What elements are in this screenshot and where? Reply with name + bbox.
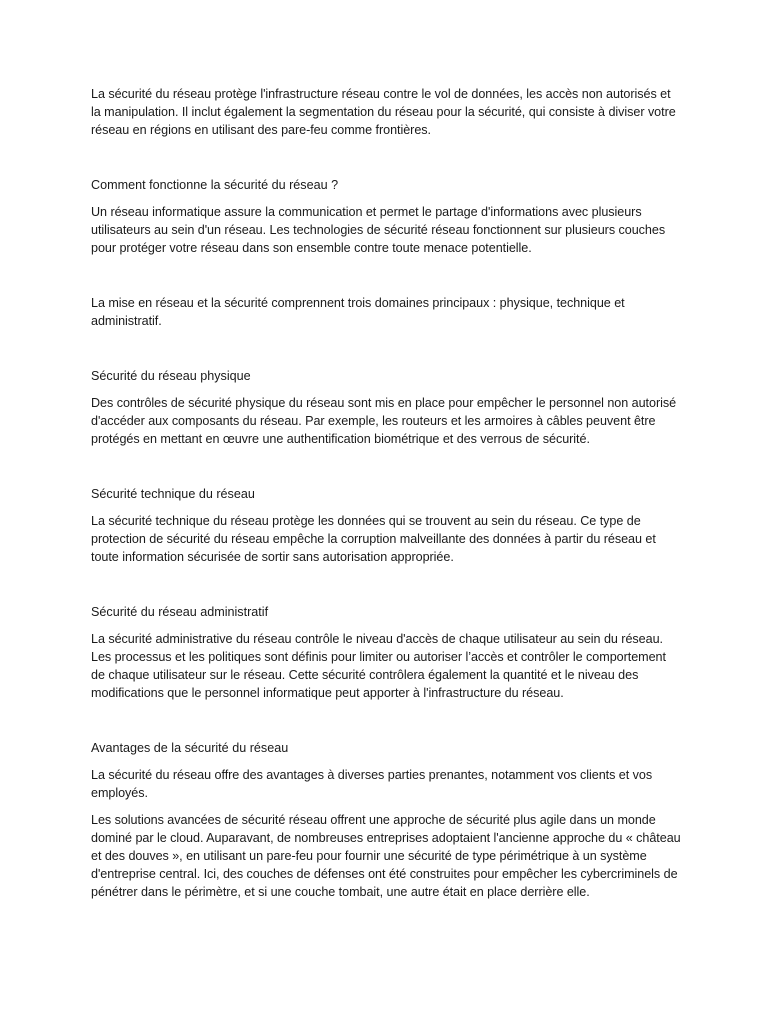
how-it-works-paragraph-2: La mise en réseau et la sécurité comprennent trois domaines principaux : physique, technique et administratif. bbox=[91, 296, 625, 328]
how-it-works-paragraph-1: Un réseau informatique assure la communication et permet le partage d'informations avec plusieurs utilisateurs au sein d'un réseau. Les technologies de sécurité réseau fonctionnent sur plusieurs couches pour protéger votre réseau dans son ensemble contre toute menace potentielle. bbox=[91, 205, 666, 255]
advantages-paragraph-2: Les solutions avancées de sécurité réseau offrent une approche de sécurité plus agile dans un monde dominé par le cloud. Auparavant, de nombreuses entreprises adoptaient l'ancienne approche du « château et des douves », en utilisant un pare-feu pour fournir une sécurité de type périmétrique à un système d'entreprise central. Ici, des couches de défenses ont été construites pour empêcher les cybercriminels de pénétrer dans le périmètre, et si une couche tombait, une autre était en place derrière elle. bbox=[91, 813, 681, 899]
physical-security-heading: Sécurité du réseau physique bbox=[91, 369, 251, 383]
intro-paragraph: La sécurité du réseau protège l'infrastructure réseau contre le vol de données, les accès non autorisés et la manipulation. Il inclut également la segmentation du réseau pour la sécurité, qui consiste à diviser votre réseau en régions en utilisant des pare-feu comme frontières. bbox=[91, 87, 676, 137]
document-page bbox=[91, 85, 683, 901]
physical-security-paragraph: Des contrôles de sécurité physique du réseau sont mis en place pour empêcher le personnel non autorisé d'accéder aux composants du réseau. Par exemple, les routeurs et les armoires à câbles peuvent être protégés en mettant en œuvre une authentification biométrique et des verrous de sécurité. bbox=[91, 396, 677, 446]
administrative-security-paragraph: La sécurité administrative du réseau contrôle le niveau d'accès de chaque utilisateur au sein du réseau. Les processus et les politiques sont définis pour limiter ou autoriser l’accès et contrôler le comportement de chaque utilisateur sur le réseau. Cette sécurité contrôlera également la quantité et le niveau des modifications que le personnel informatique peut apporter à l'infrastructure du réseau. bbox=[91, 632, 666, 700]
advantages-heading: Avantages de la sécurité du réseau bbox=[91, 741, 289, 755]
advantages-paragraph-1: La sécurité du réseau offre des avantages à diverses parties prenantes, notamment vos clients et vos employés. bbox=[91, 768, 653, 800]
technical-security-heading: Sécurité technique du réseau bbox=[91, 487, 255, 501]
technical-security-paragraph: La sécurité technique du réseau protège les données qui se trouvent au sein du réseau. Ce type de protection de sécurité du réseau empêche la corruption malveillante des données à partir du réseau et toute information sécurisée de sortir sans autorisation appropriée. bbox=[91, 514, 656, 564]
administrative-security-heading: Sécurité du réseau administratif bbox=[91, 605, 269, 619]
how-it-works-heading: Comment fonctionne la sécurité du réseau ? bbox=[91, 178, 339, 192]
